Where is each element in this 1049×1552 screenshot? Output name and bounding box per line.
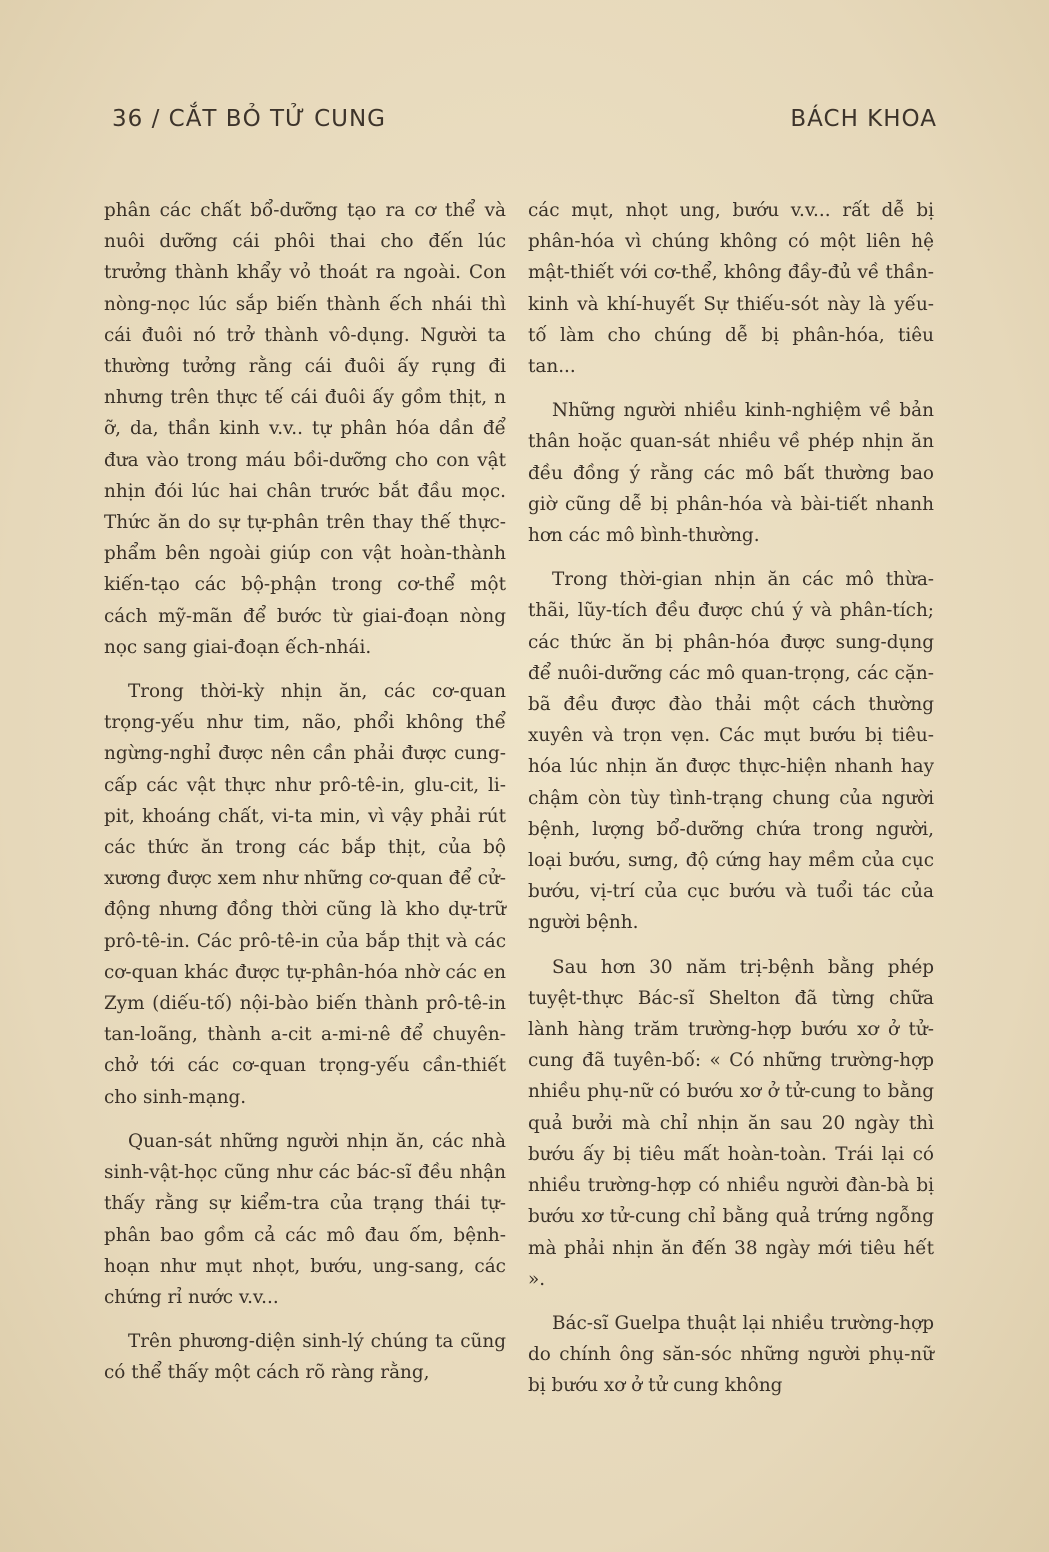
paragraph: phân các chất bổ-dưỡng tạo ra cơ thể và nuôi dưỡng cái phôi thai cho đến lúc trưởng thành khẩy vỏ thoát ra ngoài. Con nòng-nọc lúc sắp biến thành ếch nhái thì cái đuôi nó trở thành vô-dụng. Người ta thường tưởng rằng cái đuôi ấy rụng đi nhưng trên thực tế cái đuôi ấy gồm thịt, n ỡ, da, thần kinh v.v.. tự phân hóa dần để đưa vào trong máu bồi-dưỡng cho con vật nhịn đói lúc hai chân trước bắt đầu mọc. Thức ăn do sự tự-phân trên thay thế thực-phẩm bên ngoài giúp con vật hoàn-thành kiến-tạo các bộ-phận trong cơ-thể một cách mỹ-mãn để bước từ giai-đoạn nòng nọc sang giai-đoạn ếch-nhái.	[104, 200, 506, 658]
magazine-name: BÁCH KHOA	[790, 106, 937, 132]
paragraph: Những người nhiều kinh-nghiệm về bản thân hoặc quan-sát nhiều về phép nhịn ăn đều đồng ý rằng các mô bất thường bao giờ cũng dễ bị phân-hóa và bài-tiết nhanh hơn các mô bình-thường.	[528, 400, 934, 547]
paragraph: Quan-sát những người nhịn ăn, các nhà sinh-vật-học cũng như các bác-sĩ đều nhận thấy rằng sự kiểm-tra của trạng thái tự-phân bao gồm cả các mô đau ốm, bệnh-hoạn như mụt nhọt, bướu, ung-sang, các chứng rỉ nước v.v...	[104, 1130, 506, 1308]
paragraph: Trong thời-gian nhịn ăn các mô thừa-thãi, lũy-tích đều được chú ý và phân-tích; các thức ăn bị phân-hóa được sung-dụng để nuôi-dưỡng các mô quan-trọng, các cặn-bã đều được đào thải một cách thường xuyên và trọn vẹn. Các mụt bướu bị tiêu-hóa lúc nhịn ăn được thực-hiện nhanh hay chậm còn tùy tình-trạng chung của người bệnh, lượng bổ-dưỡng chứa trong người, loại bướu, sưng, độ cứng hay mềm của cục bướu, vị-trí của cục bướu và tuổi tác của người bệnh.	[528, 569, 934, 934]
paragraph: Bác-sĩ Guelpa thuật lại nhiều trường-hợp do chính ông săn-sóc những người phụ-nữ bị bướu xơ ở tử cung không	[528, 1312, 934, 1397]
left-column	[104, 195, 506, 1402]
paragraph: Trên phương-diện sinh-lý chúng ta cũng có thể thấy một cách rõ ràng rằng,	[104, 1331, 506, 1384]
paragraph: Trong thời-kỳ nhịn ăn, các cơ-quan trọng-yếu như tim, não, phổi không thể ngừng-nghỉ được nên cần phải được cung-cấp các vật thực như prô-tê-in, glu-cit, li-pit, khoáng chất, vi-ta min, vì vậy phải rút các thức ăn trong các bắp thịt, của bộ xương được xem như những cơ-quan để cử-động nhưng đồng thời cũng là kho dự-trữ prô-tê-in. Các prô-tê-in của bắp thịt và các cơ-quan khác được tự-phân-hóa nhờ các en Zym (diếu-tố) nội-bào biến thành prô-tê-in tan-loãng, thành a-cit a-mi-nê để chuyên-chở tới các cơ-quan trọng-yếu cần-thiết cho sinh-mạng.	[104, 681, 506, 1108]
page-title: 36 / CẮT BỎ TỬ CUNG	[112, 106, 386, 132]
page-header	[112, 106, 937, 132]
right-column	[528, 195, 934, 1415]
paragraph: các mụt, nhọt ung, bướu v.v... rất dễ bị phân-hóa vì chúng không có một liên hệ mật-thiết với cơ-thể, không đầy-đủ về thần-kinh và khí-huyết Sự thiếu-sót này là yếu-tố làm cho chúng dễ bị phân-hóa, tiêu tan...	[528, 200, 934, 378]
paragraph: Sau hơn 30 năm trị-bệnh bằng phép tuyệt-thực Bác-sĩ Shelton đã từng chữa lành hàng trăm trường-hợp bướu xơ ở tử-cung đã tuyên-bố: « Có những trường-hợp nhiều phụ-nữ có bướu xơ ở tử-cung to bằng quả bưởi mà chỉ nhịn ăn sau 20 ngày thì bướu ấy bị tiêu mất hoàn-toàn. Trái lại có nhiều trường-hợp có nhiều người đàn-bà bị bướu xơ tử-cung chỉ bằng quả trứng ngỗng mà phải nhịn ăn đến 38 ngày mới tiêu hết ».	[528, 956, 934, 1290]
